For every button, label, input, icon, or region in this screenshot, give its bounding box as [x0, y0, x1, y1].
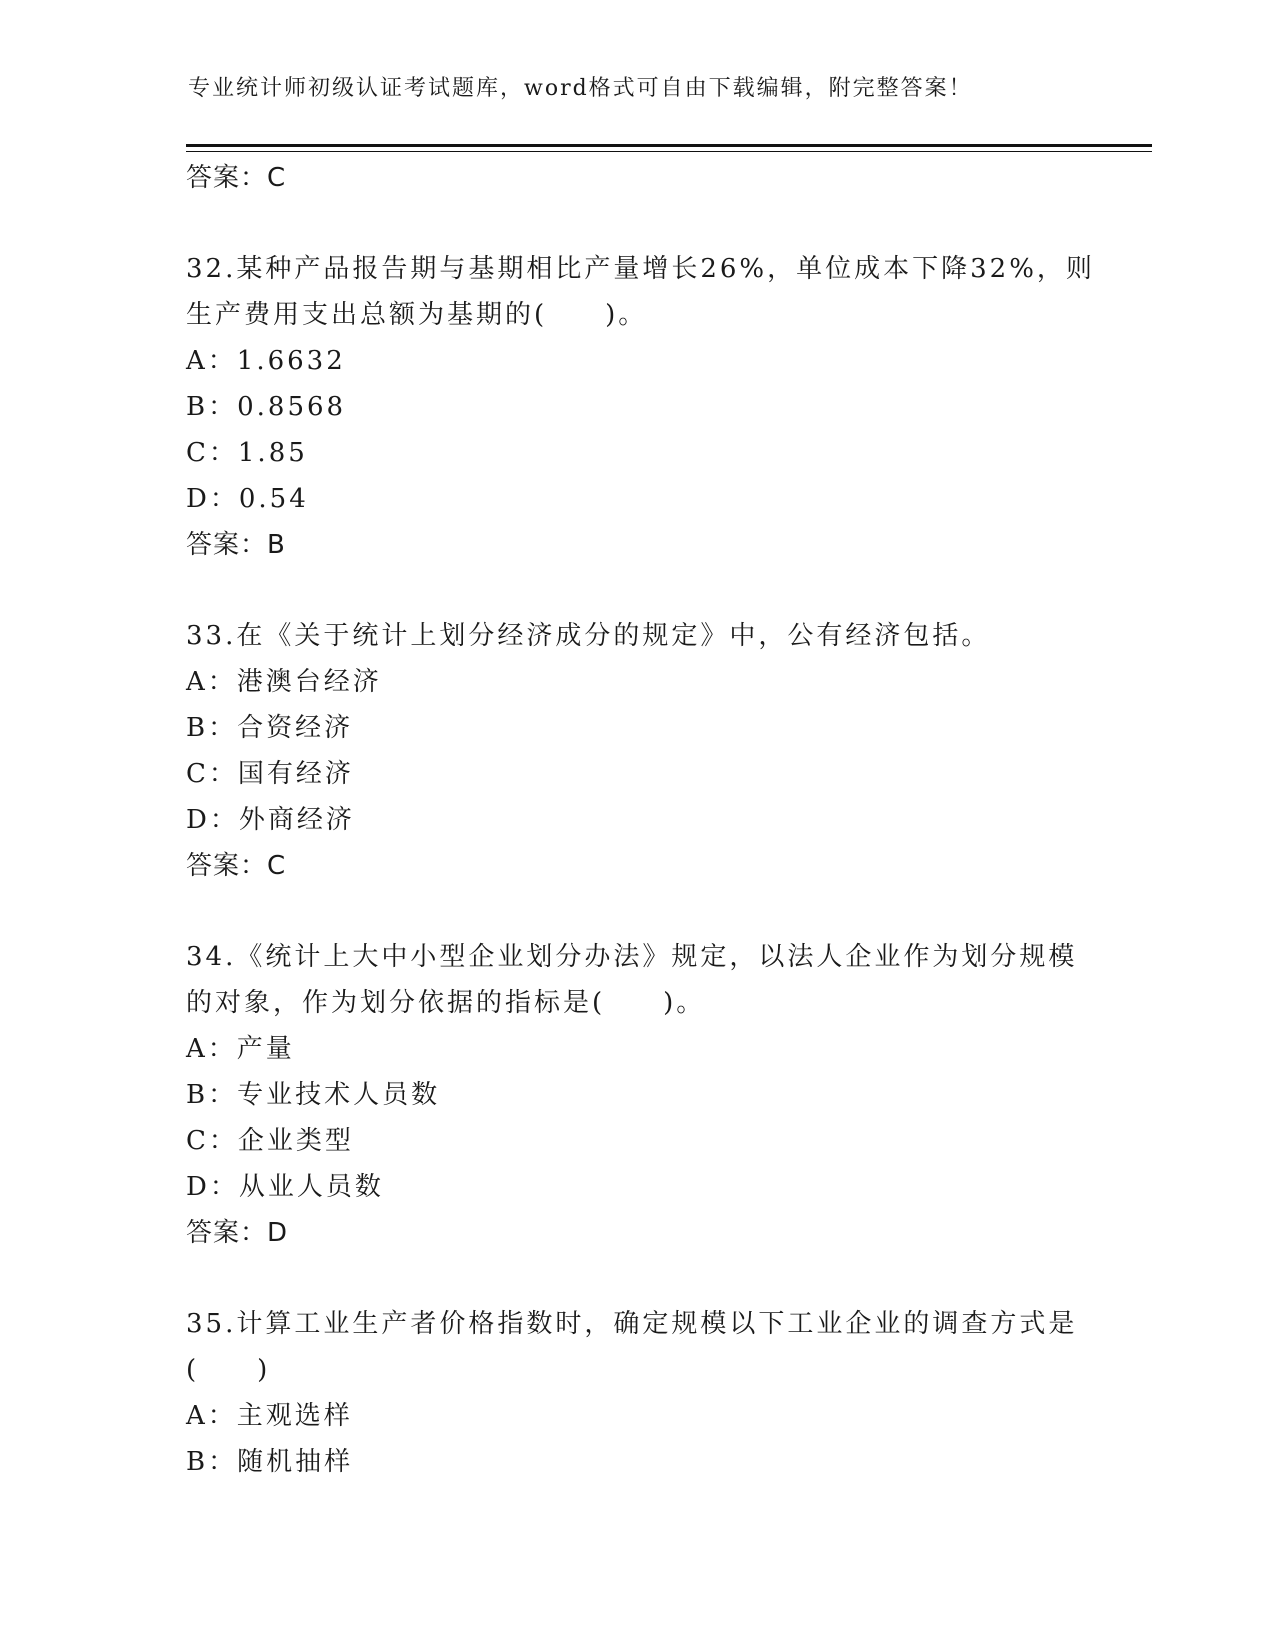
- question-stem-line: 生产费用支出总额为基期的( )。: [186, 300, 648, 330]
- option-c: C：国有经济: [186, 759, 354, 789]
- option-c: C：企业类型: [186, 1126, 354, 1156]
- question-stem-line: 的对象，作为划分依据的指标是( )。: [186, 988, 706, 1018]
- header-divider: [186, 144, 1152, 152]
- option-b: B：0.8568: [186, 392, 347, 422]
- option-c: C：1.85: [186, 438, 308, 468]
- question-stem-line: 33.在《关于统计上划分经济成分的规定》中，公有经济包括。: [186, 621, 991, 651]
- question-stem-line: 34.《统计上大中小型企业划分办法》规定，以法人企业作为划分规模: [186, 942, 1078, 972]
- question-33: [186, 613, 1086, 889]
- option-b: B：合资经济: [186, 713, 354, 743]
- question-stem-line: 35.计算工业生产者价格指数时，确定规模以下工业企业的调查方式是: [186, 1309, 1078, 1339]
- question-stem-line: ( ): [186, 1355, 271, 1385]
- option-b: B：专业技术人员数: [186, 1080, 441, 1110]
- option-a: A：港澳台经济: [186, 667, 382, 697]
- option-a: A：产量: [186, 1034, 295, 1064]
- question-35: [186, 1301, 1086, 1485]
- question-32: [186, 246, 1095, 568]
- answer-line: 答案：B: [186, 530, 286, 560]
- question-34: [186, 934, 1086, 1256]
- answer-line: 答案：C: [186, 851, 287, 881]
- option-d: D：外商经济: [186, 805, 355, 835]
- answer-line: 答案：D: [186, 1218, 289, 1248]
- option-a: A：1.6632: [186, 346, 346, 376]
- option-a: A：主观选样: [186, 1401, 353, 1431]
- option-d: D：从业人员数: [186, 1172, 384, 1202]
- question-stem-line: 32.某种产品报告期与基期相比产量增长26%，单位成本下降32%，则: [186, 254, 1095, 284]
- option-d: D：0.54: [186, 484, 309, 514]
- option-b: B：随机抽样: [186, 1447, 354, 1477]
- page-header: 专业统计师初级认证考试题库，word格式可自由下载编辑，附完整答案！: [188, 76, 973, 101]
- question-list: [186, 155, 1095, 1485]
- answer-line: 答案：C: [186, 163, 287, 193]
